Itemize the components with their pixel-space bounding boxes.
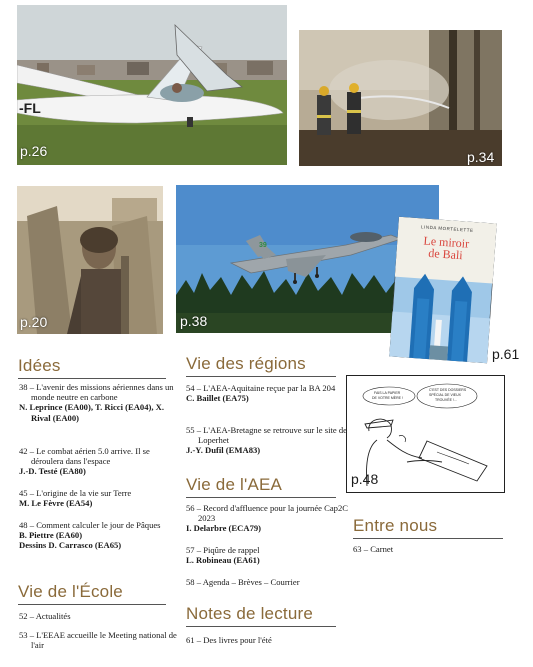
book-author: LINDA MORTELETTE — [420, 224, 474, 233]
section-rule-regions — [186, 376, 336, 377]
photo-firefighters[interactable] — [299, 30, 502, 166]
toc-entry-58[interactable]: 58 – Agenda – Brèves – Courrier — [186, 577, 300, 587]
book-title-line2: de Bali — [427, 245, 464, 263]
toc-entry-45[interactable]: 45 – L'origine de la vie sur Terre M. Le Fèvre (EA54) — [19, 488, 132, 509]
toc-entry-57[interactable]: 57 – Piqûre de rappel L. Robineau (EA61) — [186, 545, 260, 566]
section-rule-lecture — [186, 626, 336, 627]
page-ref-34[interactable]: p.34 — [467, 149, 495, 165]
pilot-image — [17, 186, 163, 334]
photo-pilot[interactable] — [17, 186, 163, 334]
page-ref-61[interactable]: p.61 — [492, 346, 520, 362]
firefighters-image — [299, 30, 502, 166]
toc-entry-48[interactable]: 48 – Comment calculer le jour de Pâques B. Piettre (EA60) Dessins D. Carrasco (EA65) — [19, 520, 161, 551]
toc-entry-54[interactable]: 54 – L'AEA-Aquitaine reçue par la BA 204 C. Baillet (EA75) — [186, 383, 336, 404]
jet-tail-number: 39 — [259, 242, 267, 249]
toc-entry-56[interactable]: 56 – Record d'affluence pour la journée Cap2C 2023 I. Delarbre (ECA79) — [186, 503, 348, 534]
toc-entry-42[interactable]: 42 – Le combat aérien 5.0 arrive. Il se déroulera dans l'espace J.-D. Testé (EA80) — [19, 446, 150, 477]
page-ref-38[interactable]: p.38 — [180, 313, 208, 329]
toc-entry-55[interactable]: 55 – L'AEA-Bretagne se retrouve sur le site de Loperhet J.-Y. Dufil (EMA83) — [186, 425, 347, 456]
toc-entry-52[interactable]: 52 – Actualités — [19, 611, 71, 621]
section-title-regions: Vie des régions — [186, 354, 306, 373]
book-cover[interactable] — [389, 217, 497, 363]
section-title-ecole: Vie de l'École — [18, 582, 123, 601]
section-title-aea: Vie de l'AEA — [186, 475, 283, 494]
toc-entry-53[interactable]: 53 – L'EEAE accueille le Meeting national de l'air — [19, 630, 177, 651]
svg-text:DE VOTRE MÈRE !: DE VOTRE MÈRE ! — [372, 396, 403, 400]
page-ref-26[interactable]: p.26 — [20, 143, 48, 159]
section-rule-aea — [186, 497, 336, 498]
section-title-idees: Idées — [18, 356, 61, 375]
cartoon-panel[interactable] — [346, 375, 505, 493]
section-rule-nous — [353, 538, 503, 539]
svg-text:SPÉCIAL DE VIEUX: SPÉCIAL DE VIEUX — [429, 393, 461, 397]
svg-text:C'EST DES DOSSIERS: C'EST DES DOSSIERS — [429, 388, 467, 392]
photo-glider[interactable] — [17, 5, 287, 165]
svg-text:FAIS LA PAPIER: FAIS LA PAPIER — [374, 391, 401, 395]
section-rule-ecole — [18, 604, 166, 605]
toc-entry-63[interactable]: 63 – Carnet — [353, 544, 394, 554]
glider-image — [17, 5, 287, 165]
page-ref-48[interactable]: p.48 — [351, 471, 379, 487]
glider-registration: -FL — [19, 100, 41, 116]
section-rule-idees — [18, 378, 166, 379]
section-title-lecture: Notes de lecture — [186, 604, 313, 623]
book-title-line1: Le miroir — [423, 233, 470, 251]
section-title-nous: Entre nous — [353, 516, 438, 535]
toc-entry-38[interactable]: 38 – L'avenir des missions aériennes dans un monde neutre en carbone N. Leprince (EA00), T. Ricci (EA04), X. Rival (EA00) — [19, 382, 174, 423]
toc-entry-61[interactable]: 61 – Des livres pour l'été — [186, 635, 272, 645]
svg-text:TROUVÉE !...: TROUVÉE !... — [435, 398, 457, 402]
page-ref-20[interactable]: p.20 — [20, 314, 48, 330]
